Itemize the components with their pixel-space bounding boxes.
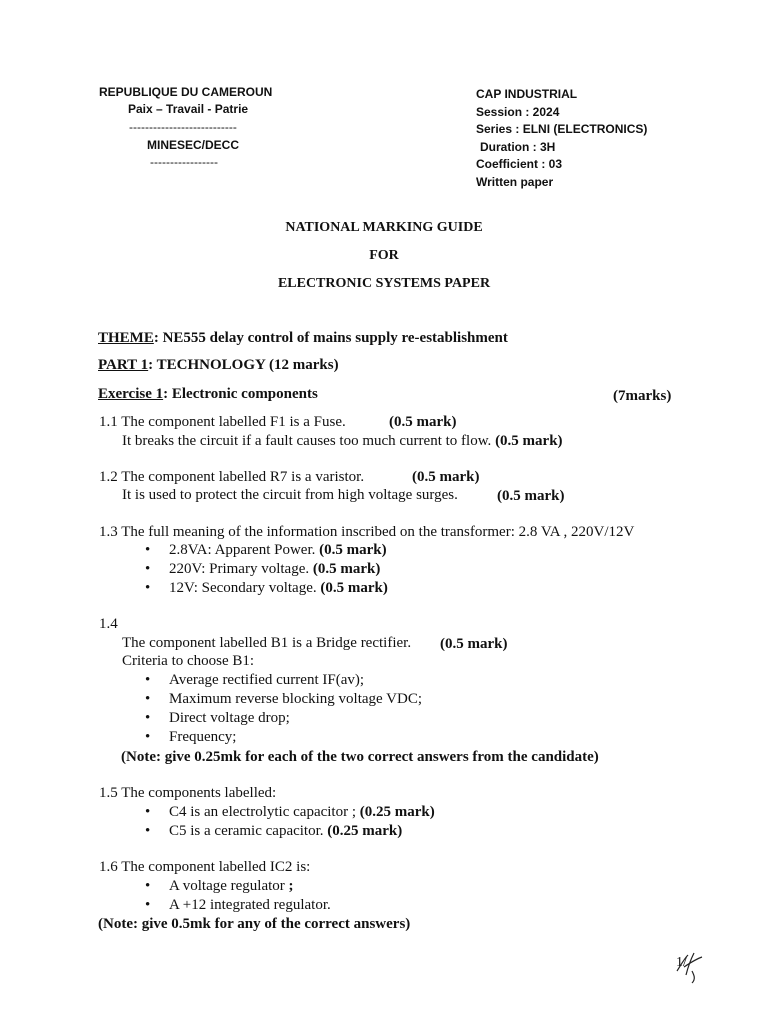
q1-1-line1: [99, 414, 346, 431]
q1-4-note: (Note: give 0.25mk for each of the two correct answers from the candidate): [121, 749, 599, 765]
part-label: PART 1: [98, 357, 149, 373]
q1-3-list: [145, 541, 388, 598]
q1-5-question: 1.5 The components labelled:: [99, 785, 277, 801]
separator-dashes: ---------------------------: [129, 120, 237, 134]
series: Series : ELNI (ELECTRONICS): [476, 122, 648, 136]
paper-type: Written paper: [476, 175, 554, 189]
document-title: ELECTRONIC SYSTEMS PAPER: [277, 276, 491, 291]
list-item: • Average rectified current IF(av);: [145, 672, 365, 688]
duration: Duration : 3H: [480, 140, 556, 154]
coefficient: Coefficient : 03: [476, 157, 563, 171]
q1-2-explanation: It is used to protect the circuit from high voltage surges.: [122, 487, 458, 503]
separator-dashes: -----------------: [150, 155, 218, 169]
q1-1-answer: 1.1 The component labelled F1 is a Fuse.: [99, 414, 346, 430]
list-item: • 12V: Secondary voltage. (0.5 mark): [145, 580, 388, 596]
q1-6-note: (Note: give 0.5mk for any of the correct answers): [98, 916, 411, 932]
q1-6-list: [145, 877, 331, 915]
part-heading: [98, 357, 339, 374]
q1-4-number: 1.4: [99, 616, 118, 632]
q1-4-mark: (0.5 mark): [440, 636, 508, 652]
list-item: • Maximum reverse blocking voltage VDC;: [145, 691, 423, 707]
q1-6-question: 1.6 The component labelled IC2 is:: [99, 859, 311, 875]
list-item: • 2.8VA: Apparent Power. (0.5 mark): [145, 542, 387, 558]
page-number: 1/: [676, 955, 687, 970]
exercise-heading: [98, 386, 318, 403]
q1-1-mark: (0.5 mark): [389, 414, 457, 430]
q1-3-question: 1.3 The full meaning of the information inscribed on the transformer: 2.8 VA , 220V/12V: [99, 524, 635, 540]
q1-1-line2: [122, 433, 563, 450]
q1-4-answer: The component labelled B1 is a Bridge rectifier.: [122, 635, 412, 651]
q1-1-explanation: It breaks the circuit if a fault causes too much current to flow.: [122, 433, 492, 449]
session: Session : 2024: [476, 105, 560, 119]
q1-2-mark: (0.5 mark): [497, 488, 565, 504]
q1-1-mark: (0.5 mark): [495, 433, 563, 449]
exercise-marks: (7marks): [613, 388, 672, 404]
document-title: FOR: [369, 248, 399, 263]
exam-name: CAP INDUSTRIAL: [476, 87, 578, 101]
list-item: • A +12 integrated regulator.: [145, 897, 331, 913]
list-item: • C4 is an electrolytic capacitor ; (0.25 mark): [145, 804, 435, 820]
handwritten-signature-icon: [672, 945, 706, 985]
q1-4-criteria: Criteria to choose B1:: [122, 653, 255, 669]
ministry-name: MINESEC/DECC: [147, 138, 240, 152]
exercise-label: Exercise 1: [98, 386, 164, 402]
q1-2-answer: 1.2 The component labelled R7 is a varistor.: [99, 469, 365, 485]
list-item: • C5 is a ceramic capacitor. (0.25 mark): [145, 823, 403, 839]
national-motto: Paix – Travail - Patrie: [128, 102, 249, 116]
q1-5-list: [145, 803, 435, 841]
list-item: • A voltage regulator ;: [145, 878, 294, 894]
part-text: : TECHNOLOGY (12 marks): [148, 357, 339, 373]
q1-4-list: [145, 671, 422, 747]
list-item: • 220V: Primary voltage. (0.5 mark): [145, 561, 381, 577]
exercise-text: : Electronic components: [163, 386, 318, 402]
q1-2-mark: (0.5 mark): [412, 469, 480, 485]
list-item: • Direct voltage drop;: [145, 710, 290, 726]
theme-label: THEME: [98, 330, 154, 346]
list-item: • Frequency;: [145, 729, 237, 745]
theme-line: [98, 330, 508, 347]
theme-text: : NE555 delay control of mains supply re-establishment: [153, 330, 508, 346]
document-title: NATIONAL MARKING GUIDE: [285, 220, 483, 235]
country-name: REPUBLIQUE DU CAMEROUN: [99, 85, 273, 99]
